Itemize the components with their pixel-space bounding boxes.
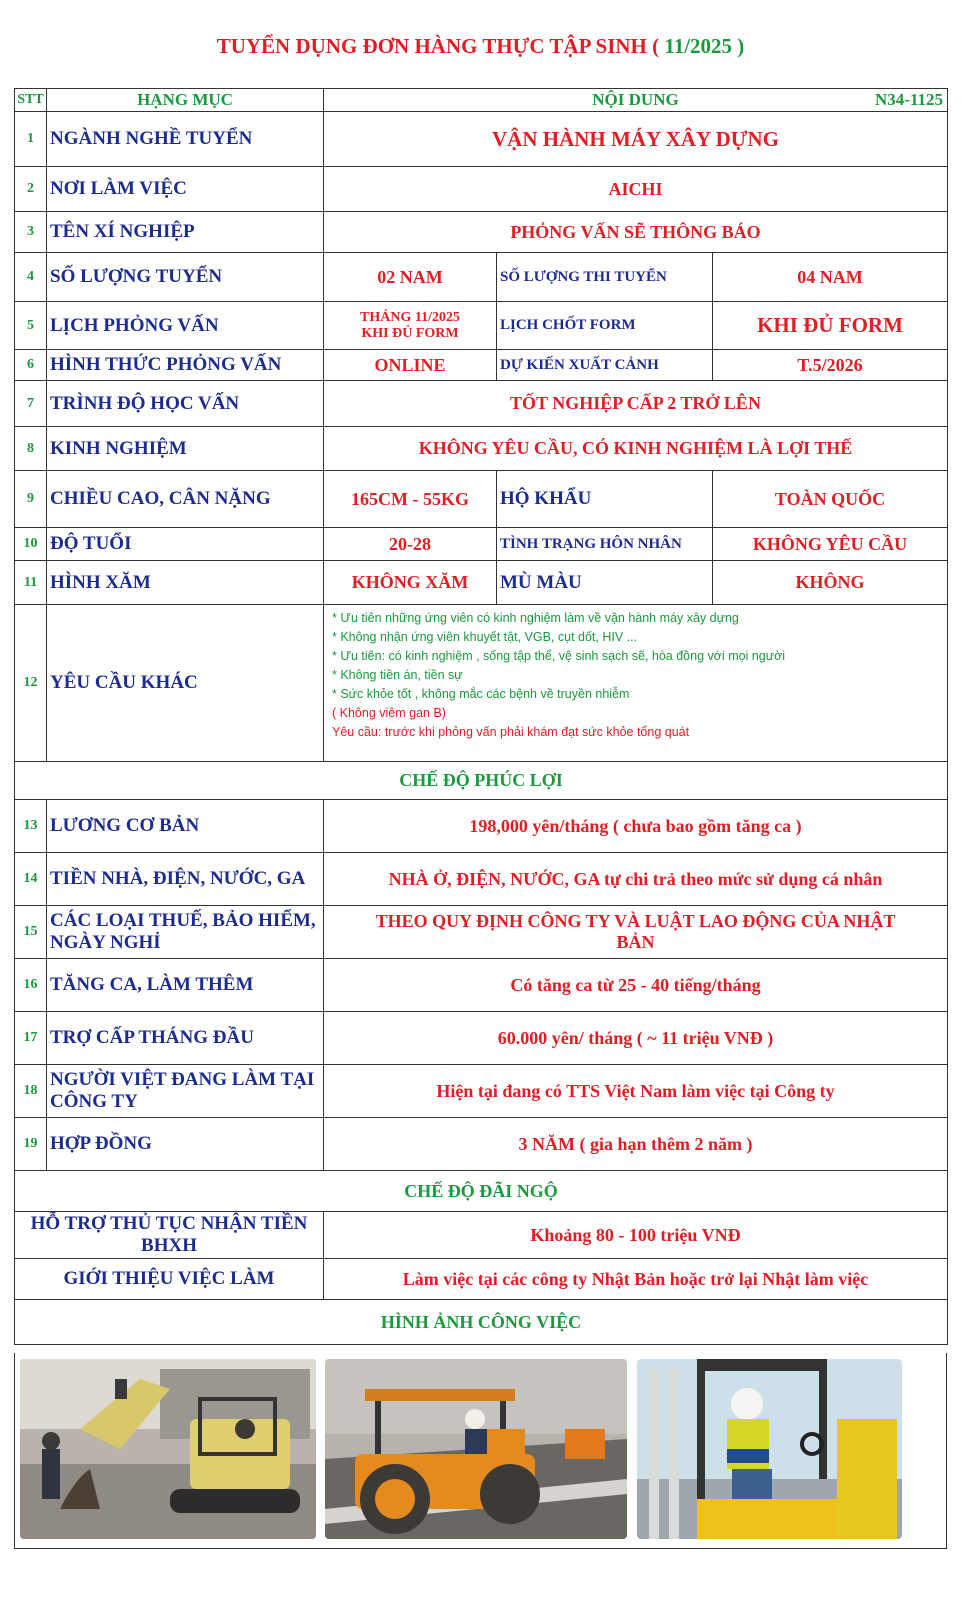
table-row: 16 TĂNG CA, LÀM THÊM Có tăng ca từ 25 - 40 tiếng/tháng bbox=[15, 959, 948, 1012]
table-row: 15 CÁC LOẠI THUẾ, BẢO HIỂM, NGÀY NGHỈ THEO QUY ĐỊNH CÔNG TY VÀ LUẬT LAO ĐỘNG CỦA NHẬT BẢN bbox=[15, 906, 948, 959]
table-row: 14 TIỀN NHÀ, ĐIỆN, NƯỚC, GA NHÀ Ở, ĐIỆN, NƯỚC, GA tự chi trả theo mức sử dụng cá nhân bbox=[15, 853, 948, 906]
order-code: N34-1125 bbox=[875, 90, 943, 109]
recruitment-table bbox=[14, 88, 948, 1345]
header-category: HẠNG MỤC bbox=[47, 89, 324, 112]
table-row: 4 SỐ LƯỢNG TUYỂN 02 NAM SỐ LƯỢNG THI TUYỂN 04 NAM bbox=[15, 253, 948, 302]
header-stt: STT bbox=[15, 89, 47, 112]
table-row: 10 ĐỘ TUỔI 20-28 TÌNH TRẠNG HÔN NHÂN KHÔNG YÊU CẦU bbox=[15, 528, 948, 561]
table-row: 12 YÊU CẦU KHÁC * Ưu tiên những ứng viên có kinh nghiệm làm về vận hành máy xây dựng * Không nhận ứng viên khuyết tật, VGB, cụt dốt, HIV ... * Ưu tiên: có kinh nghiệm , sống tập thể, vệ sinh sạch sẽ, hòa đồng với mọi người * Không tiền án, tiền sự * Sức khỏe tốt , không mắc các bệnh về truyền nhiễm ( Không viêm gan B) Yêu cầu: trước khi phỏng vấn phải khám đạt sức khỏe tổng quát bbox=[15, 605, 948, 762]
table-row: 5 LỊCH PHỎNG VẤN THÁNG 11/2025 KHI ĐỦ FORM LỊCH CHỐT FORM KHI ĐỦ FORM bbox=[15, 302, 948, 350]
section-header-benefits: CHẾ ĐỘ PHÚC LỢI bbox=[15, 762, 948, 800]
header-content: NỘI DUNG N34-1125 bbox=[324, 89, 948, 112]
table-row: 9 CHIỀU CAO, CÂN NẶNG 165CM - 55KG HỘ KHẨU TOÀN QUỐC bbox=[15, 471, 948, 528]
table-row: GIỚI THIỆU VIỆC LÀM Làm việc tại các công ty Nhật Bản hoặc trở lại Nhật làm việc bbox=[15, 1259, 948, 1300]
table-row: 13 LƯƠNG CƠ BẢN 198,000 yên/tháng ( chưa bao gồm tăng ca ) bbox=[15, 800, 948, 853]
table-row: 17 TRỢ CẤP THÁNG ĐẦU 60.000 yên/ tháng ( ~ 11 triệu VNĐ ) bbox=[15, 1012, 948, 1065]
excavator-photo bbox=[20, 1359, 316, 1539]
page-title: TUYỂN DỤNG ĐƠN HÀNG THỰC TẬP SINH ( 11/2025 ) bbox=[216, 34, 745, 58]
table-header bbox=[15, 89, 948, 112]
table-row: 7 TRÌNH ĐỘ HỌC VẤN TỐT NGHIỆP CẤP 2 TRỞ LÊN bbox=[15, 381, 948, 427]
other-requirements: * Ưu tiên những ứng viên có kinh nghiệm làm về vận hành máy xây dựng * Không nhận ứng viên khuyết tật, VGB, cụt dốt, HIV ... * Ưu tiên: có kinh nghiệm , sống tập thể, vệ sinh sạch sẽ, hòa đồng với mọi người * Không tiền án, tiền sự * Sức khỏe tốt , không mắc các bệnh về truyền nhiễm ( Không viêm gan B) Yêu cầu: trước khi phỏng vấn phải khám đạt sức khỏe tổng quát bbox=[324, 605, 948, 762]
table-row: 11 HÌNH XĂM KHÔNG XĂM MÙ MÀU KHÔNG bbox=[15, 561, 948, 605]
table-row: 3 TÊN XÍ NGHIỆP PHỎNG VẤN SẼ THÔNG BÁO bbox=[15, 212, 948, 253]
table-row: 8 KINH NGHIỆM KHÔNG YÊU CẦU, CÓ KINH NGHIỆM LÀ LỢI THẾ bbox=[15, 427, 948, 471]
table-row: HỖ TRỢ THỦ TỤC NHẬN TIỀN BHXH Khoảng 80 - 100 triệu VNĐ bbox=[15, 1212, 948, 1259]
table-row: 19 HỢP ĐỒNG 3 NĂM ( gia hạn thêm 2 năm ) bbox=[15, 1118, 948, 1171]
section-header-treatment: CHẾ ĐỘ ĐÃI NGỘ bbox=[15, 1171, 948, 1212]
forklift-photo bbox=[637, 1359, 902, 1539]
table-row: 1 NGÀNH NGHỀ TUYỂN VẬN HÀNH MÁY XÂY DỰNG bbox=[15, 112, 948, 167]
table-row: 18 NGƯỜI VIỆT ĐANG LÀM TẠI CÔNG TY Hiện tại đang có TTS Việt Nam làm việc tại Công ty bbox=[15, 1065, 948, 1118]
table-row: 2 NƠI LÀM VIỆC AICHI bbox=[15, 167, 948, 212]
road-roller-photo bbox=[325, 1359, 627, 1539]
section-header-photos: HÌNH ẢNH CÔNG VIỆC bbox=[15, 1300, 948, 1345]
work-photos bbox=[14, 1353, 947, 1549]
table-row: 6 HÌNH THỨC PHỎNG VẤN ONLINE DỰ KIẾN XUẤT CẢNH T.5/2026 bbox=[15, 350, 948, 381]
